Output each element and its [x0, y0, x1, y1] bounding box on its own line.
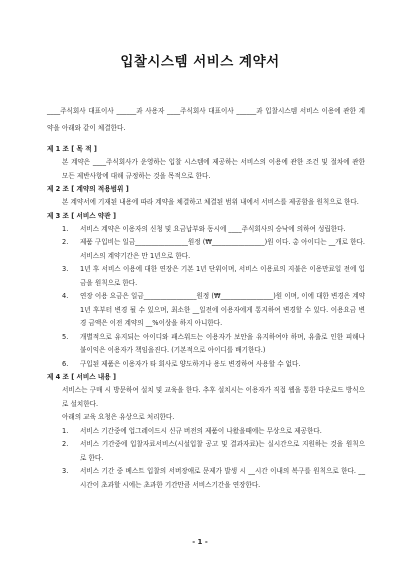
list-item-text: 연장 이용 요금은 일금________________원정 (₩________________)원 이며, 이에 대한 변경은 계약 1년 후부터 변경 될 수 있으며, 최소한 __일전에 이용자에게 통지하여 변경할 수 있다. 이용요금 변경 금액은 이전 계약의 __%이상을 하지 아니한다. [80, 292, 365, 327]
article-heading: 제 1 조 [ 목 적 ] [47, 145, 97, 153]
article-heading: 제 4 조 [ 서비스 내용 ] [47, 373, 116, 381]
document-title: 입찰시스템 서비스 계약서 [120, 54, 280, 70]
list-item-text: 서비스 기간중에 업그레이드시 신규 버전의 제품이 나왔을때에는 무상으로 제공한다. [80, 426, 322, 435]
list-item-text: 서비스 기간중에 입찰자료서비스(시설입찰 공고 및 결과자료)는 실시간으로 지원하는 것을 원칙으로 한다. [80, 440, 365, 462]
article-paragraph: 아래의 교육 요청은 유상으로 처리한다. [62, 413, 175, 421]
list-item-number: 1. [62, 224, 69, 233]
article-section [47, 371, 365, 492]
list-item-text: 제품 구입비는 일금________________원정 (₩________________)원 이다. 총 아이디는 __개로 한다. 서비스의 계약기간은 만 1년으로 한다. [80, 238, 365, 260]
list-item-number: 5. [62, 332, 69, 341]
articles-container [47, 143, 365, 492]
article-heading: 제 3 조 [ 서비스 약관 ] [47, 211, 116, 220]
list-item-number: 1. [62, 426, 69, 435]
article-list-item [47, 438, 365, 465]
article-paragraph: 본 계약은 ____주식회사가 운영하는 입찰 시스템에 제공하는 서비스의 이용에 관한 조건 및 절차에 관한 모든 제반사항에 대해 규정하는 것을 목적으로 한다. [62, 158, 365, 180]
page-number: - 1 - [192, 538, 208, 546]
article-list-item [47, 331, 365, 358]
article-heading: 제 2 조 [ 계약의 적용범위 ] [47, 185, 129, 193]
article-section [47, 210, 365, 372]
list-item-text: 서비스 계약은 이용자의 신청 및 요금납부와 동시에 ____주식회사의 승낙에 의하여 성립한다. [80, 224, 346, 233]
article-list-item [47, 290, 365, 331]
article-list-item [47, 358, 365, 372]
article-list-item [47, 425, 365, 439]
list-item-number: 3. [62, 467, 69, 475]
list-item-text: 1년 후 서비스 이용에 대한 연장은 기본 1년 단위이며, 서비스 이용료의 지불은 이용만료일 전에 입금을 원칙으로 한다. [80, 265, 365, 287]
article-list-item [47, 223, 365, 237]
article-section [47, 183, 365, 210]
article-list-item [47, 263, 365, 290]
list-item-number: 4. [62, 292, 69, 300]
intro-paragraph: ____주식회사 대표이사 ______과 사용자 ____주식회사 대표이사 ______과 입찰시스템 서비스 이용에 관한 계약을 아래와 같이 체결한다. [47, 107, 365, 132]
list-item-number: 2. [62, 440, 69, 448]
article-list-item [47, 236, 365, 263]
article-section [47, 143, 365, 183]
list-item-text: 개별적으로 유지되는 아이디와 패스워드는 이용자가 보안을 유지하여야 하며, 유출로 인한 피해나 불이익은 이용자가 책임을진다. (기본적으로 아이디를 배기한다.) [80, 332, 365, 354]
article-paragraph: 본 계약서에 기재된 내용에 따라 계약을 체결하고 체결된 범위 내에서 서비스를 제공함을 원칙으로 한다. [62, 198, 359, 206]
list-item-number: 3. [62, 265, 69, 273]
article-paragraph: 서비스는 구매 시 방문하여 설치 및 교육을 한다. 추후 설치시는 이용자가 직접 웹을 통한 다운로드 방식으로 설치한다. [62, 386, 365, 408]
list-item-text: 구입된 제품은 이용자가 타 회사로 양도하거나 용도 변경하여 사용할 수 없다. [80, 359, 301, 368]
list-item-number: 2. [62, 238, 69, 246]
list-item-text: 서비스 기간 중 베스트 입찰의 서버장애로 문제가 발생 시 __시간 이내의 복구를 원칙으로 한다. __시간이 초과할 시에는 초과한 기간만큼 서비스기간을 연장한다. [80, 467, 365, 489]
list-item-number: 6. [62, 359, 69, 368]
article-list-item [47, 465, 365, 492]
